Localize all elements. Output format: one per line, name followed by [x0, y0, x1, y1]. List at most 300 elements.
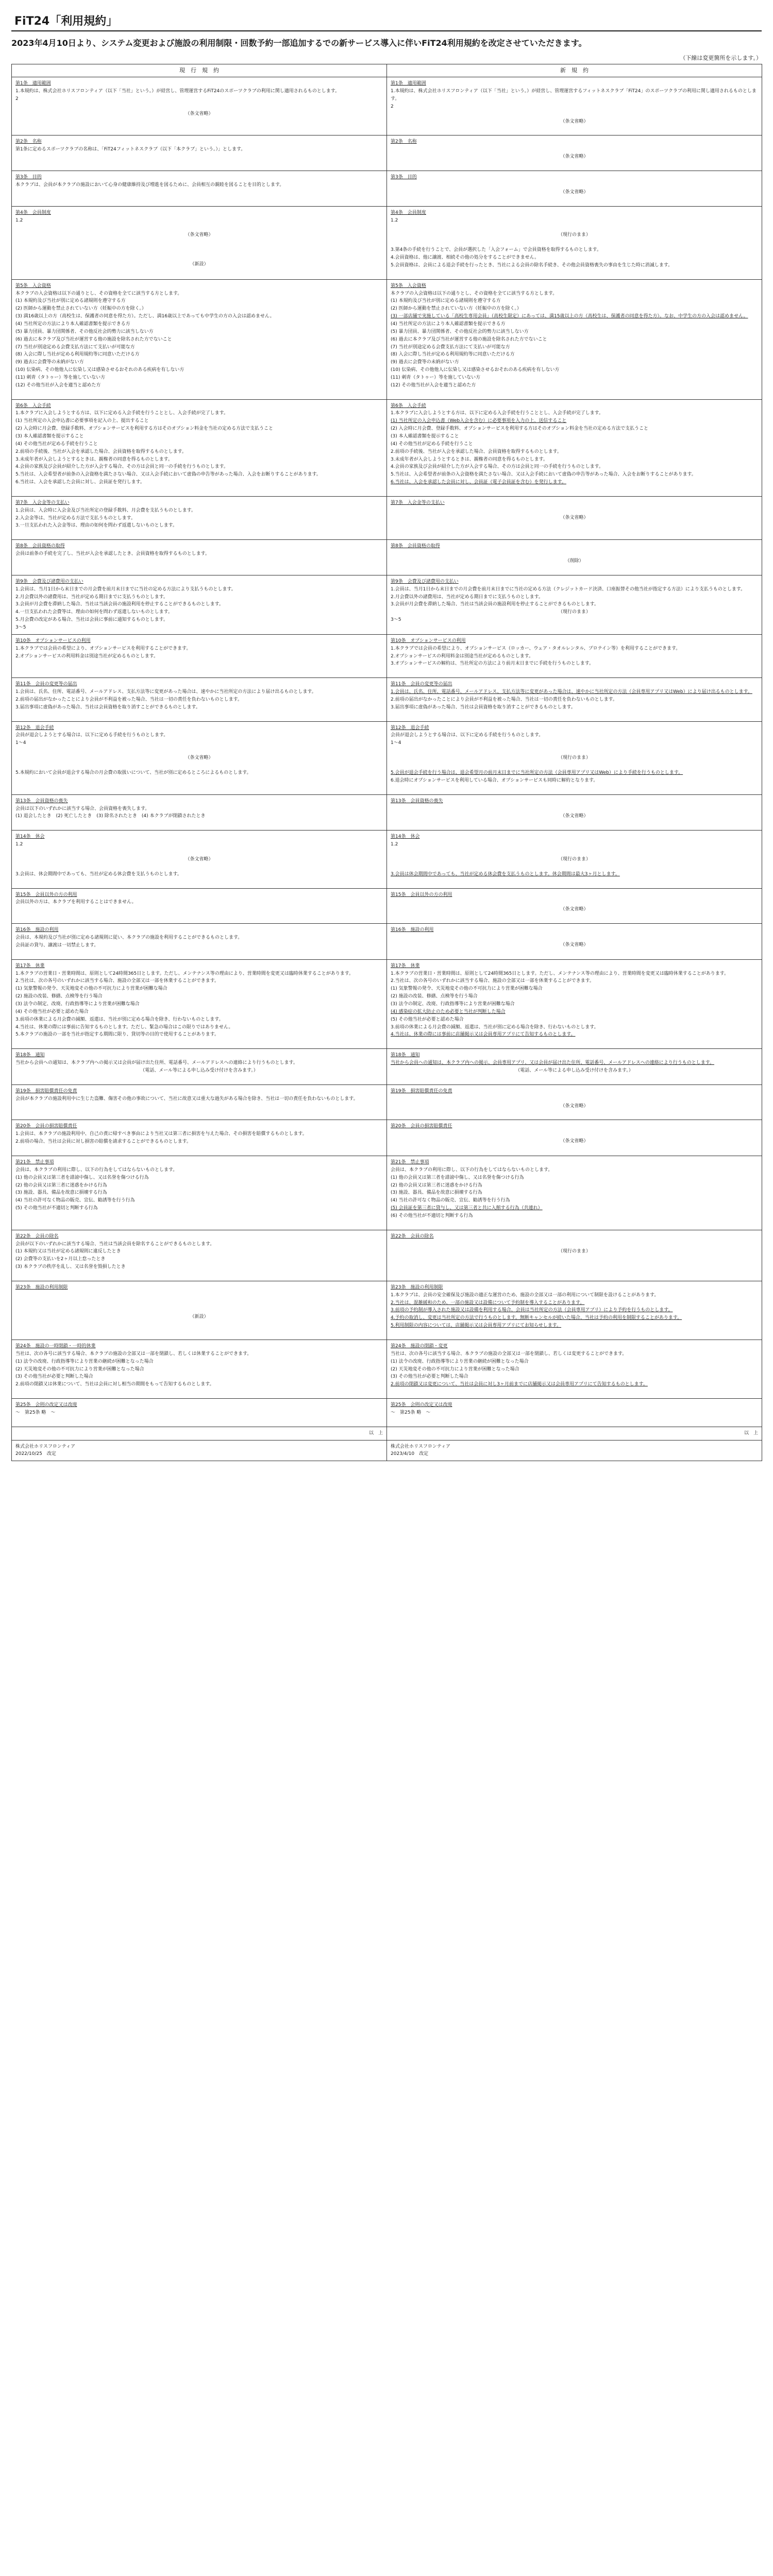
clause-line: 2.当社は、次の各号のいずれかに該当する場合、施設の全部又は一部を休業することができます。 — [391, 978, 594, 984]
clause-line: (1) 法令の改廃、行政指導等により営業の継続が困難となった場合 — [391, 1359, 529, 1364]
clause-line: (1) 当社所定の入会申込書に必要事項を記入の上、提出すること — [15, 418, 149, 424]
clause-line: （条文省略） — [560, 1139, 589, 1144]
clause-line — [15, 1388, 383, 1396]
article-title: 第18条 通知 — [15, 1053, 45, 1058]
clause-line: 1.2 — [391, 842, 398, 848]
clause-line — [15, 1271, 383, 1278]
article-cell-new — [387, 540, 762, 575]
clause-line: 会員が退会しようとする場合は、以下に定める手続を行うものとします。 — [391, 733, 544, 738]
article-title: 第12条 退会手続 — [15, 725, 54, 731]
article-title: 第25条 会則の改定又は改廃 — [391, 1402, 452, 1408]
clause-line: (4) 当社所定の方法により本人確認書類を提示できる方 — [15, 321, 130, 327]
clause-line: (9) 過去に会費等の未納がない方 — [15, 360, 84, 365]
clause-line — [391, 1095, 758, 1103]
article-title: 第19条 損害賠償責任の免責 — [391, 1088, 452, 1094]
clause-line — [15, 558, 383, 565]
clause-line: 5.会員が退会手続を行う場合は、退会希望月の前月末日までに当社所定の方法（会員専用アプリ又はWeb）により手続を行うものとします。 — [391, 770, 683, 775]
clause-line — [391, 1417, 758, 1424]
clause-line: 3.前項の休業による月会費の減額、返還は、当社が別に定める場合を除き、行わないものとします。 — [15, 1016, 224, 1022]
clause-line: （条文省略） — [185, 111, 213, 116]
clause-line: (2) 天災地変その他の不可抗力により営業が困難となった場合 — [391, 1366, 519, 1372]
clause-line — [391, 711, 758, 719]
clause-line: (1) 他の会員又は第三者を誹謗中傷し、又は名誉を傷つける行為 — [391, 1175, 524, 1180]
change-note: （下線は変更箇所を示します。） — [680, 55, 762, 61]
clause-line — [391, 111, 758, 118]
clause-line: (10) 伝染病、その他他人に伝染し又は感染させるおそれのある疾病を有しない方 — [391, 367, 560, 373]
clause-line: （削除） — [565, 558, 584, 564]
article-cell-old — [12, 1340, 387, 1399]
clause-line — [391, 934, 758, 941]
article-cell-old — [12, 721, 387, 794]
article-row — [12, 1230, 762, 1281]
clause-line: (1) 退会したとき (2) 死亡したとき (3) 除名されたとき (4) 本クラブが閉鎖されたとき — [15, 814, 206, 819]
clause-line — [391, 1255, 758, 1262]
clause-line: 3.第4条の手続を行うことで、会員が選択した「入会フォーム」で会員資格を取得するものとします。 — [391, 247, 601, 253]
clause-line: 3.前項の休業による月会費の減額、返還は、当社が別に定める場合を除き、行わないものとします。 — [391, 1024, 599, 1030]
clause-line — [391, 1241, 758, 1248]
clause-line: （条文省略） — [560, 1103, 589, 1109]
clause-line: （電話、メール等による申し込み受け付けを含みます。） — [515, 1067, 633, 1073]
article-title: 第1条 適用範囲 — [15, 81, 51, 87]
clause-line: 本クラブは、会員が本クラブの施設において心身の健康維持及び増進を図るために、会員相互の親睦を図ることを目的とします。 — [15, 182, 284, 188]
article-cell-new — [387, 279, 762, 399]
article-title: 第16条 施設の利用 — [15, 927, 59, 933]
article-title: 第22条 会員の除名 — [15, 1233, 59, 1239]
clause-line: 3～5 — [15, 625, 26, 631]
clause-line: 1.本クラブは、会員の安全確保及び施設の適正な運営のため、施設の全部又は一部の利用について制限を設けることがあります。 — [391, 1292, 659, 1298]
clause-line: 第1条に定めるスポーツクラブの名称は、「FiT24フィットネスクラブ（以下「本クラブ」という。）」とします。 — [15, 147, 246, 152]
clause-line: 1.本規約は、株式会社ホリスフロンティア（以下「当社」という。）が経営し、管理運営するフィットネスクラブ「FiT24」のスポーツクラブの利用に関し適用されるものとします。 — [391, 88, 757, 101]
clause-line: 2.前項の手続後、当社が入会を承認した場合、会員資格を取得するものとします。 — [15, 449, 187, 454]
article-title: 第5条 入会資格 — [391, 283, 426, 289]
footer-date-old: 2022/10/25 改定 — [15, 1451, 56, 1457]
clause-line: 6.当社は、入会を承認した会員に対し、会員証を発行します。 — [15, 480, 145, 485]
clause-line — [15, 863, 383, 871]
clause-line: 2.前項の閉鎖又は休業について、当社は会員に対し相当の期間をもって告知するものとします。 — [15, 1382, 214, 1387]
clause-line — [391, 161, 758, 168]
clause-line: (5) 会員証を第三者に貸与し、又は第三者と共に入館する行為（共連れ） — [391, 1206, 543, 1211]
article-title: 第2条 名称 — [15, 139, 42, 145]
end-mark-new: 以 上 — [387, 1427, 762, 1440]
article-row — [12, 831, 762, 888]
clause-line: 2.前項の場合、当社は会員に対し損害の賠償を請求することができるものとします。 — [15, 1139, 191, 1145]
article-cell-old — [12, 1120, 387, 1156]
article-cell-old — [12, 575, 387, 634]
article-cell-new — [387, 721, 762, 794]
clause-line — [391, 878, 758, 886]
clause-line — [391, 146, 758, 153]
clause-line — [391, 1220, 758, 1227]
clause-line: （条文省略） — [560, 515, 589, 520]
clause-line: 4.当社は、休業の際には事前に店舗掲示又は会員専用アプリにて告知するものとします。 — [391, 1032, 576, 1038]
clause-line: (11) 刺青（タトゥー）等を施していない方 — [391, 375, 481, 380]
clause-line: 会員が退会しようとする場合は、以下に定める手続を行うものとします。 — [15, 733, 169, 738]
clause-line: 3～5 — [391, 617, 401, 623]
clause-line — [391, 805, 758, 812]
clause-line: （条文省略） — [185, 755, 213, 761]
clause-line: 会員が本クラブの施設利用中に生じた盗難、傷害その他の事故について、当社に故意又は重大な過失がある場合を除き、当社は一切の責任を負わないものとします。 — [15, 1096, 358, 1101]
article-row — [12, 721, 762, 794]
article-row — [12, 540, 762, 575]
clause-line: （条文省略） — [185, 232, 213, 238]
clause-line: 会員は、本クラブの利用に際し、以下の行為をしてはならないものとします。 — [391, 1167, 553, 1173]
article-title: 第3条 目的 — [15, 175, 42, 180]
article-row — [12, 1049, 762, 1085]
clause-line — [15, 1146, 383, 1153]
clause-line — [15, 878, 383, 886]
clause-line: 2.前項の手続後、当社が入会を承認した場合、会員資格を取得するものとします。 — [391, 449, 562, 454]
clause-line — [391, 550, 758, 557]
clause-line: （現行のまま） — [558, 856, 591, 862]
comparison-table — [11, 64, 762, 1461]
article-title: 第9条 会費及び諸費用の支払い — [391, 579, 459, 584]
clause-line: （条文省略） — [560, 907, 589, 912]
clause-line: (3) 法令の制定、改廃、行政指導等により営業が困難な場合 — [391, 1002, 515, 1007]
article-row — [12, 794, 762, 831]
article-cell-old — [12, 831, 387, 888]
clause-line — [15, 1417, 383, 1424]
clause-line: 2 — [15, 96, 19, 101]
clause-line — [391, 181, 758, 189]
clause-line: (4) その他当社が定める手続を行うこと — [15, 441, 98, 447]
clause-line — [391, 239, 758, 246]
clause-line — [391, 820, 758, 827]
article-cell-new — [387, 206, 762, 279]
article-title: 第20条 会員の損害賠償責任 — [391, 1124, 452, 1129]
article-title: 第4条 会員制度 — [15, 210, 51, 215]
article-title: 第21条 禁止事項 — [15, 1159, 54, 1165]
article-title: 第19条 損害賠償責任の免責 — [15, 1088, 77, 1094]
article-title: 第18条 通知 — [391, 1053, 420, 1058]
clause-line: 3.未成年者が入会しようとするときは、親権者の同意を得るものとします。 — [391, 456, 548, 462]
article-cell-new — [387, 634, 762, 677]
article-row — [12, 575, 762, 634]
article-row — [12, 888, 762, 924]
clause-line: 2.月会費以外の諸費用は、当社が定める期日までに支払うものとします。 — [391, 594, 543, 600]
article-cell-new — [387, 888, 762, 924]
clause-line: 4.予約の取消し、変更は当社所定の方法で行うものとします。無断キャンセルが続いた場合、当社は予約の利用を制限することがあります。 — [391, 1315, 682, 1321]
article-cell-new — [387, 831, 762, 888]
article-title: 第12条 退会手続 — [391, 725, 429, 731]
clause-line — [391, 785, 758, 792]
article-title: 第8条 会員資格の取得 — [15, 544, 65, 549]
article-cell-old — [12, 888, 387, 924]
article-title: 第23条 施設の利用制限 — [391, 1284, 443, 1290]
clause-line: 2.前項の届出がなかったことにより会員が不利益を被った場合、当社は一切の責任を負わないものとします。 — [391, 697, 617, 702]
clause-line: 会員は以下のいずれかに該当する場合、会員資格を喪失します。 — [15, 806, 150, 811]
article-title: 第8条 会員資格の取得 — [391, 544, 440, 549]
clause-line: (3) 本クラブの秩序を乱し、又は名誉を毀損したとき — [15, 1264, 126, 1270]
clause-line — [15, 849, 383, 856]
article-title: 第21条 禁止事項 — [391, 1159, 429, 1165]
article-cell-old — [12, 399, 387, 496]
article-cell-new — [387, 1340, 762, 1399]
article-cell-old — [12, 794, 387, 831]
article-title: 第3条 目的 — [391, 175, 417, 180]
clause-line: 2.月会費以外の諸費用は、当社が定める期日までに支払うものとします。 — [15, 594, 168, 600]
clause-line: (7) 当社が別途定める会費支払方法にて支払いが可能な方 — [391, 344, 510, 350]
clause-line: 会員は、本クラブの利用に際し、以下の行為をしてはならないものとします。 — [15, 1167, 178, 1173]
article-title: 第20条 会員の損害賠償責任 — [15, 1124, 77, 1129]
clause-line: 1.本クラブでは会員の希望により、オプションサービスを利用することができます。 — [15, 646, 191, 651]
clause-line: 当社から会員への通知は、本クラブ内への掲示又は会員が届け出た住所、電話番号、メールアドレスへの連絡により行うものとします。 — [15, 1060, 298, 1066]
clause-line: 当社は、次の各号に該当する場合、本クラブの施設の全部又は一部を閉鎖し、若しくは休業することができます。 — [15, 1351, 252, 1357]
clause-line: （条文省略） — [560, 189, 589, 195]
article-cell-old — [12, 171, 387, 207]
page-title: FiT24「利用規約」 — [11, 10, 762, 31]
clause-line — [391, 899, 758, 906]
clause-line: (6) その他当社が不適切と判断する行為 — [391, 1213, 473, 1218]
clause-line: 1.2 — [15, 842, 23, 848]
clause-line — [391, 389, 758, 397]
article-title: 第1条 適用範囲 — [391, 81, 426, 87]
clause-line — [391, 522, 758, 529]
footer-row — [12, 1440, 762, 1461]
clause-line: (2) 施設の改装、修繕、点検等を行う場合 — [391, 994, 478, 999]
clause-line — [15, 660, 383, 667]
clause-line — [391, 949, 758, 956]
article-title: 第13条 会員資格の喪失 — [391, 798, 443, 804]
clause-line — [15, 189, 383, 196]
clause-line: (2) 天災地変その他の不可抗力により営業が困難となった場合 — [15, 1366, 144, 1372]
clause-line: (3) 本人確認書類を提示すること — [15, 433, 84, 439]
clause-line — [391, 486, 758, 494]
clause-line: 本クラブの入会資格は以下の通りとし、その資格を全てに該当する方とします。 — [391, 291, 558, 296]
article-row — [12, 924, 762, 960]
article-cell-new — [387, 678, 762, 721]
table-header-row — [12, 64, 762, 77]
clause-line — [15, 1306, 383, 1313]
article-title: 第14条 休会 — [15, 834, 45, 840]
clause-line: 1.本クラブでは会員の希望により、オプションサービス（ロッカー、ウェア・タオルレンタル、プロテイン等）を利用することができます。 — [391, 646, 681, 651]
clause-line: (3) 本人確認書類を提示すること — [391, 433, 459, 439]
clause-line — [15, 246, 383, 253]
footer-new — [387, 1440, 762, 1461]
clause-line: 2.当社は、混雑緩和のため、一部の施設又は設備について予約制を導入することがあります。 — [391, 1300, 585, 1306]
clause-line: (1) 他の会員又は第三者を誹謗中傷し、又は名誉を傷つける行為 — [15, 1175, 149, 1180]
article-title: 第7条 入会金等の支払い — [391, 500, 445, 505]
clause-line: 1.本クラブに入会しようとする方は、以下に定める入会手続を行うこととし、入会手続が完了します。 — [15, 411, 228, 416]
clause-line: (2) 会費等の支払いを2ヶ月以上怠ったとき — [15, 1257, 106, 1262]
clause-line — [391, 1039, 758, 1046]
clause-line: 4.当社は、休業の際には事前に告知するものとします。ただし、緊急の場合はこの限りではありません。 — [15, 1024, 233, 1030]
clause-line — [15, 486, 383, 494]
article-title: 第14条 休会 — [391, 834, 420, 840]
clause-line: (11) 刺青（タトゥー）等を施していない方 — [15, 375, 106, 380]
clause-line: 1.2 — [15, 217, 23, 223]
article-cell-old — [12, 135, 387, 171]
clause-line: (4) その他当社が必要と認めた場合 — [15, 1009, 89, 1014]
clause-line: 4.一旦支払われた会費等は、理由の如何を問わず返還しないものとします。 — [15, 609, 173, 615]
header-old: 現 行 規 約 — [12, 64, 387, 77]
clause-line: （新設） — [190, 1314, 209, 1319]
article-cell-old — [12, 1156, 387, 1230]
clause-line — [391, 1388, 758, 1396]
article-cell-old — [12, 279, 387, 399]
clause-line: 5.会員資格は、会員による退会手続を行ったとき、当社による会員の除名手続き、その他会員資格喪失の事由を生じた時に消滅します。 — [391, 262, 673, 268]
clause-line: 1.2 — [391, 217, 398, 223]
article-title: 第13条 会員資格の喪失 — [15, 798, 68, 804]
clause-line: (1) 気象警報の発令、天災地変その他の不可抗力により営業が困難な場合 — [15, 986, 167, 992]
clause-line — [15, 530, 383, 537]
clause-line: (3) 満16歳以上の方（高校生は、保護者の同意を得た方）。ただし、満16歳以上であっても中学生の方の入会は認めません。 — [15, 314, 275, 319]
clause-line: (4) 当社の許可なく物品の販売、宣伝、勧誘等を行う行為 — [391, 1198, 510, 1204]
clause-line — [391, 1330, 758, 1337]
article-row — [12, 496, 762, 539]
clause-line: (5) その他当社が必要と認めた場合 — [391, 1016, 464, 1022]
clause-line — [15, 1299, 383, 1306]
article-title: 第25条 会則の改定又は改廃 — [15, 1402, 77, 1408]
article-cell-old — [12, 1084, 387, 1120]
clause-line: 3.オプションサービスの解約は、当社所定の方法により前月末日までに手続を行うものとします。 — [391, 661, 594, 667]
footer-company-new: 株式会社ホリスフロンティア — [391, 1444, 451, 1449]
clause-line — [391, 1075, 758, 1082]
clause-line — [391, 849, 758, 856]
article-row — [12, 279, 762, 399]
clause-line: (9) 過去に会費等の未納がない方 — [391, 360, 459, 365]
clause-line: （電話、メール等による申し込み受け付けを含みます。） — [140, 1067, 258, 1073]
clause-line: 1.会員は、当月1日から末日までの月会費を前月末日までに当社の定める方法（クレジットカード決済、口座振替その他当社が指定する方法）により支払うものとします。 — [391, 586, 746, 592]
article-cell-old — [12, 206, 387, 279]
clause-line — [15, 154, 383, 161]
clause-line: (3) 一部店舗で実施している「高校生専用会員」（高校生限定）にあっては、満15歳以上の方（高校生は、保護者の同意を得た方）。なお、中学生の方の入会は認めません。 — [391, 314, 748, 319]
clause-line: 2.前項の届出がなかったことにより会員が不利益を被った場合、当社は一切の責任を負わないものとします。 — [15, 697, 242, 702]
clause-line: 会員が以下のいずれかに該当する場合、当社は当該会員を除名することができるものとします。 — [15, 1241, 215, 1247]
clause-line: （条文省略） — [560, 942, 589, 948]
clause-line — [15, 950, 383, 957]
article-title: 第6条 入会手続 — [15, 403, 51, 409]
article-row — [12, 1084, 762, 1120]
clause-line — [391, 1130, 758, 1138]
clause-line — [391, 269, 758, 277]
clause-line: (12) その他当社が入会を適当と認めた方 — [391, 382, 476, 388]
article-title: 第6条 入会手続 — [391, 403, 426, 409]
clause-line — [391, 507, 758, 514]
clause-line: 2.前項の閉鎖又は変更について、当社は会員に対し3ヶ月前までに店舗掲示又は会員専用アプリにて告知するものとします。 — [391, 1382, 648, 1387]
article-row — [12, 1281, 762, 1340]
article-title: 第16条 施設の利用 — [391, 927, 434, 933]
clause-line: 3.会員が月会費を滞納した場合、当社は当該会員の施設利用を停止することができるものとします。 — [391, 602, 599, 607]
clause-line: 5.利用制限の内容については、店舗掲示又は会員専用アプリにてお知らせします。 — [391, 1323, 562, 1329]
article-row — [12, 634, 762, 677]
article-cell-old — [12, 1049, 387, 1085]
clause-line — [15, 747, 383, 754]
clause-line: 3.未成年者が入会しようとするときは、親権者の同意を得るものとします。 — [15, 456, 173, 462]
article-title: 第11条 会員の変更等の届出 — [391, 682, 452, 687]
clause-line — [391, 125, 758, 132]
clause-line: 3.届出事項に虚偽があった場合、当社は会員資格を取り消すことができるものとします。 — [391, 704, 576, 710]
clause-line: 4.会員の家族及び会員が紹介した方が入会する場合、その方は会員と同一の手続を行うものとします。 — [15, 464, 228, 470]
clause-line: 3.一旦支払われた入会金等は、理由の如何を問わず返還しないものとします。 — [15, 523, 177, 529]
article-row — [12, 678, 762, 721]
article-cell-old — [12, 959, 387, 1048]
footer-date-new: 2023/4/10 改定 — [391, 1451, 429, 1457]
clause-line — [15, 906, 383, 913]
clause-line — [391, 1110, 758, 1117]
article-cell-new — [387, 1120, 762, 1156]
clause-line — [15, 103, 383, 110]
article-title: 第2条 名称 — [391, 139, 417, 145]
clause-line: (2) 他の会員又は第三者に迷惑をかける行為 — [15, 1182, 107, 1188]
clause-line — [391, 196, 758, 204]
article-row — [12, 399, 762, 496]
clause-line: 6.退会時にオプションサービスを利用している場合、オプションサービスも同時に解約となります。 — [391, 777, 598, 783]
clause-line: (2) 入会時に月会費、登録手数料、オプションサービスを利用する方はそのオプション料金を当社の定める方法で支払うこと — [15, 426, 273, 432]
clause-line: 5.本規約において会員が退会する場合の月会費の取扱いについて、当社が別に定めるところによるものとします。 — [15, 770, 251, 775]
article-title: 第17条 休業 — [15, 963, 45, 969]
clause-line: （現行のまま） — [558, 1248, 591, 1254]
article-cell-new — [387, 794, 762, 831]
clause-line: (2) 医師から運動を禁止されていない方（妊娠中の方を除く。） — [15, 306, 146, 312]
clause-line: 本クラブの入会資格は以下の通りとし、その資格を全てに該当する方とします。 — [15, 291, 182, 296]
clause-line: 1～4 — [391, 740, 401, 746]
clause-line: (2) 施設の改装、修繕、点検等を行う場合 — [15, 994, 103, 999]
clause-line: (1) 本規約及び当社が別に定める諸規則を遵守する方 — [15, 298, 126, 304]
clause-line: （条文省略） — [560, 813, 589, 819]
article-row — [12, 171, 762, 207]
clause-line: 1.会員は、当月1日から末日までの月会費を前月末日までに当社の定める方法により支払うものとします。 — [15, 586, 236, 592]
clause-line: 5.当社は、入会希望者が前条の入会資格を満たさない場合、又は入会手続において虚偽の申告等があった場合、入会をお断りすることがあります。 — [391, 472, 696, 478]
article-cell-new — [387, 135, 762, 171]
article-title: 第17条 休業 — [391, 963, 420, 969]
clause-line: （現行のまま） — [558, 755, 591, 761]
clause-line: (8) 入会に際し当社が定める利用規約等に同意いただける方 — [15, 352, 140, 358]
article-title: 第10条 オプションサービスの利用 — [391, 638, 466, 643]
article-cell-old — [12, 496, 387, 539]
clause-line — [15, 1039, 383, 1046]
clause-line: 4.会員資格は、他に譲渡、相続その他の処分をすることができません。 — [391, 255, 540, 261]
article-title: 第7条 入会金等の支払い — [15, 500, 70, 505]
clause-line: (1) 当社所定の入会申込書（Web入会を含む）に必要事項を入力の上、送信すること — [391, 418, 567, 424]
article-title: 第24条 施設の閉鎖・変更 — [391, 1344, 448, 1349]
clause-line — [15, 1103, 383, 1110]
clause-line — [15, 389, 383, 397]
clause-line — [391, 668, 758, 675]
clause-line: (10) 伝染病、その他他人に伝染し又は感染させるおそれのある疾病を有しない方 — [15, 367, 184, 373]
clause-line: ～ 第25条 略 ～ — [391, 1410, 431, 1415]
clause-line: (3) 施設、器具、備品を故意に損壊する行為 — [15, 1190, 107, 1196]
clause-line: (3) 法令の制定、改廃、行政指導等により営業が困難な場合 — [15, 1002, 140, 1007]
clause-line — [15, 1321, 383, 1328]
article-cell-old — [12, 1399, 387, 1427]
clause-line — [391, 762, 758, 769]
clause-line — [15, 118, 383, 125]
clause-line: 3.前項の予約制が導入された施設又は設備を利用する場合、会員は当社所定の方法（会員専用アプリ）により予約を行うものとします。 — [391, 1308, 673, 1313]
clause-line: 1～4 — [15, 740, 26, 746]
clause-line — [15, 1212, 383, 1219]
clause-line — [15, 1328, 383, 1335]
article-cell-new — [387, 496, 762, 539]
clause-line: 会員は、本規約及び当社が別に定める諸規則に従い、本クラブの施設を利用することができるものとします。 — [15, 935, 243, 941]
clause-line — [15, 253, 383, 261]
clause-line: (4) 当社所定の方法により本人確認書類を提示できる方 — [391, 321, 506, 327]
clause-line: (4) その他当社が定める手続を行うこと — [391, 441, 473, 447]
clause-line: (8) 入会に際し当社が定める利用規約等に同意いただける方 — [391, 352, 515, 358]
article-row — [12, 135, 762, 171]
clause-line: 当社は、次の各号に該当する場合、本クラブの施設の全部又は一部を閉鎖し、若しくは変更することができます。 — [391, 1351, 627, 1357]
clause-line: （現行のまま） — [558, 232, 591, 238]
clause-line: 2.当社は、次の各号のいずれかに該当する場合、施設の全部又は一部を休業することができます。 — [15, 978, 219, 984]
article-row — [12, 1399, 762, 1427]
footer-company-old: 株式会社ホリスフロンティア — [15, 1444, 76, 1449]
clause-line: 1.本クラブに入会しようとする方は、以下に定める入会手続を行うこととし、入会手続が完了します。 — [391, 411, 603, 416]
article-cell-new — [387, 1399, 762, 1427]
article-title: 第15条 会員以外の方の利用 — [15, 892, 77, 897]
article-title: 第23条 施設の利用制限 — [15, 1284, 68, 1290]
clause-line: (5) 暴力団員、暴力団関係者、その他反社会的勢力に該当しない方 — [391, 329, 529, 334]
clause-line: 会員証の貸与、譲渡は一切禁止します。 — [15, 942, 99, 948]
clause-line — [391, 224, 758, 231]
